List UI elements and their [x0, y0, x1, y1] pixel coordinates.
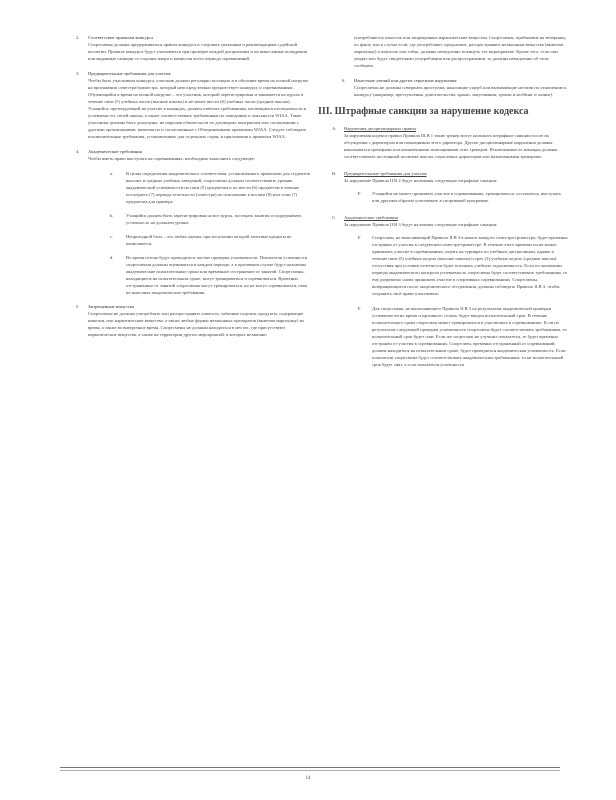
sub-item-text: В целях определения академического соответствия, установленного правилами для студентов высших и средних учебных заведений, спортсмены должны соответствовать уровню академической успеваемости по пяти (5) предметам и по шести (6) предметам в течение последнего (7) периода отчетности (семестра) по отношению к восьми (8) или семи (7) предметам для примера. — [126, 171, 310, 204]
section-letter: B. — [332, 171, 337, 176]
sub-item-text: Во время сезона будут проводиться частые проверки успеваемости. Показатели успешности спортсменов должны оцениваться в каждом периоде, а в противном случае будут наложены академические испытательные сроки или временное отстранение от занятий. Спортсмены, находящиеся на испытательном сроке, могут тренироваться и соревноваться. Временно отстраненные от занятий спортсмены могут тренироваться, но не могут соревноваться, пока не выполнят академические требования. — [126, 255, 308, 295]
rule-item-3 — [60, 70, 310, 140]
section-head — [344, 125, 568, 132]
continued-paragraph — [318, 34, 568, 69]
f-item — [344, 234, 568, 297]
sub-item-letter: b. — [110, 213, 114, 218]
section-head — [344, 214, 568, 221]
sub-item-text: Учащийся должен быть зарегистрирован на все курсы, посещать занятия и поддерживать успешность на должном уровне. — [126, 213, 302, 225]
item-title: Предварительные требования для участия — [88, 71, 171, 76]
item-title: Запрещенные вещества — [88, 304, 134, 309]
left-column — [60, 34, 310, 346]
item-text: Спортсмены не должны совершать проступки, наносящие ущерб или вызывающие негатив по отношению к конкурсу (например, преступления, домогательства, кражи, запугивания, травли и моббинг и хазинг). — [354, 85, 567, 97]
f-item-text: Для спортсмена, не выполняющего Правило II.В 3 по результатам академической проверки успеваемости во время спортивного сезона, будет введен испытательный срок. В течение испытательного срока спортсмен может тренироваться и участвовать в соревнованиях. Если по результатам следующей проверки успеваемость спортсмена будет соответствовать требованиям, то испытательный срок будет снят. Если же спортсмен не улучшит показатели, то будет временно отстранён от участия в соревнованиях. Спортсмен, временно отстраненный от соревнований, должен находиться на испытательном сроке, будет проверяться академическая успеваемость. Если показатели спортсмена будут соответствовать академическим требованиям, то на испытательный срок будет снят, а если показатели успешности — [372, 306, 567, 367]
f-item — [344, 305, 568, 368]
sub-item-letter: c. — [110, 234, 114, 239]
section-letter: A. — [332, 126, 337, 131]
sub-item-letter: d. — [110, 255, 114, 260]
sub-item-b — [88, 212, 310, 226]
rule-item-4 — [60, 148, 310, 162]
item-title: Соответствие правилам конкурса — [88, 35, 154, 40]
section-body: За нарушения кодекса правил Правила III.В 1 такие тренер могут наложить штрафные санкции после их обсуждения с директором или помощником этого директора. Другие дисциплинарные нарушения должны наказываться тренерами или назначенными помощниками этих тренеров. Исключенные из команды должны соответствовать постоянной политике школы, отраслевых директоров или назначенными тренерами. — [344, 133, 558, 159]
section-body: За нарушение Правила II.В 2 будут наложены следующие штрафные санкции: — [344, 178, 498, 183]
item-number: 2. — [76, 35, 80, 40]
section-head — [344, 170, 568, 177]
sub-item-c — [88, 233, 310, 247]
item-text: Чтобы иметь право выступать на соревнованиях, необходимо выполнить следующее: — [88, 156, 256, 161]
f-item-letter: F — [358, 235, 361, 240]
section-head-text: Предварительные требования для участия — [344, 171, 427, 176]
section-heading: III. Штрафные санкции за нарушение кодекса — [318, 106, 529, 117]
sub-item-letter: a. — [110, 171, 114, 176]
sub-item-d — [88, 254, 310, 296]
sub-item-a — [88, 170, 310, 205]
right-column — [318, 34, 568, 378]
section-head-text: Академические требования — [344, 215, 398, 220]
section-b — [318, 170, 568, 204]
f-item-letter: F — [358, 306, 361, 311]
item-text: Спортсмены не должны употреблять или распространять алкоголь, табачные изделия, продукты, содержащие никотин, или наркотические вещества, а также любые формы незаконных препаратов (включая марихуану) во время, а также во внеурочное время. Спортсмены не должны находиться в местах, где присутствуют наркотические вещества, а также на территории других мероприятий, в которых незаконно — [88, 311, 305, 337]
item-number: 6. — [342, 78, 346, 83]
f-item-text: Учащийся не может принимать участие в соревнованиях, тренироваться, состязаться, выступать или другими образом участвовать в спортивной программе. — [372, 191, 561, 203]
item-title: Академические требования — [88, 149, 142, 154]
sub-item-text: Непроходной балл – это любая оценка, при получении которой зачетные кредиты не начисляются. — [126, 234, 292, 246]
footer-rule — [60, 767, 560, 768]
section-letter: C. — [332, 215, 337, 220]
section-c — [318, 214, 568, 368]
item-title: Нанесение увечий или другие серьезные нарушения — [354, 78, 457, 83]
rule-item-6 — [318, 77, 568, 98]
item-text: Спортсмены должны придерживаться правил конкурса и следовать указаниям и рекомендациям судейской коллегии. Правила конкурса будут учитываться при проверке каждой дисциплины и на вынесенные поощрения или выданные санкции со стороны жюри и комиссии всего периода соревнований. — [88, 42, 307, 61]
section-head-text: Нарушения дисциплинарных правил — [344, 126, 417, 131]
section-a — [318, 125, 568, 160]
item-number: 3. — [76, 71, 80, 76]
page-number: 14 — [305, 776, 311, 781]
f-item-text: Спортсмен, не выполняющий Правило II.В 3 в начале каждого семестра/триместра, будет временно отстранен от участия в следующем семестре/триместре. В течение этого времени он не может принимать участие в соревнованиях, играть на турнирах по учебным дисциплинам, однако в течение пяти (5) учебных недель (высшие школы) и трех (3) учебных недель (средние школы) отсутствия при условии отчетности будет погашать учебную задолженность. Если по окончании периода академического контроля успеваемость спортсмена будет соответствовать требованиям, то ему разрешено снова принимать участие в спортивных соревнованиях. Спортсмены, возвращающиеся после академического отстранения, должны соблюдать Правило II.В 3, чтобы сохранить своё право участвовать. — [372, 235, 568, 296]
f-item — [344, 190, 568, 204]
footer-rule-secondary — [60, 770, 560, 771]
item-number: 4. — [76, 149, 80, 154]
section-body: За нарушение Правила II.В 3 будут наложены следующие штрафные санкции: — [344, 222, 498, 227]
item-text: Чтобы быть участником конкурса, участник должен регулярно посещать и в обучение время на полной нагрузке на протяжении семестра/триместра, который непосредственно предшествует конкурсу и соревнованиям. Обучающийся в время на полной нагрузке – это участник, который зарегистрирован и занимается на курсах в течение пяти (5) учебных часов (высшие школы) и не менее шести (6) учебных часов (средние школы). Учащийся, претендующий на участие в командах, должен отвечать требованиям, касающимся посещаемости и успеваемости, своей школы, а также соответствовать требованиям по поведению и лояльности WIAA. Такие участники должны быть допущены, не нарушая обязательств по договорам, контрактам или соглашениям с другими организациями, включая их и согласованные с Объединенными правилами WIAA. Следует соблюдать исключительные требования, установленные для отдельных стран, и приложения к правилам WIAA. — [88, 78, 309, 139]
rule-item-2 — [60, 34, 310, 62]
rule-item-5 — [60, 303, 310, 338]
item-number: 5. — [76, 304, 80, 309]
paragraph-text: употребляются алкоголь или запрещенные наркотические вещества. Спортсмены, прибывшие на вечеринку, по факту или в случае если, где употребляют, предлагают, распространяют незаконные вещества (включая марихуану) и алкоголь или табак, должны немедленно покинуть это мероприятие. Кроме того, если они увидят или будут свидетелями употребления или распространения, то должны немедленно об этом сообщить. — [354, 35, 567, 68]
f-item-letter: F — [358, 191, 361, 196]
